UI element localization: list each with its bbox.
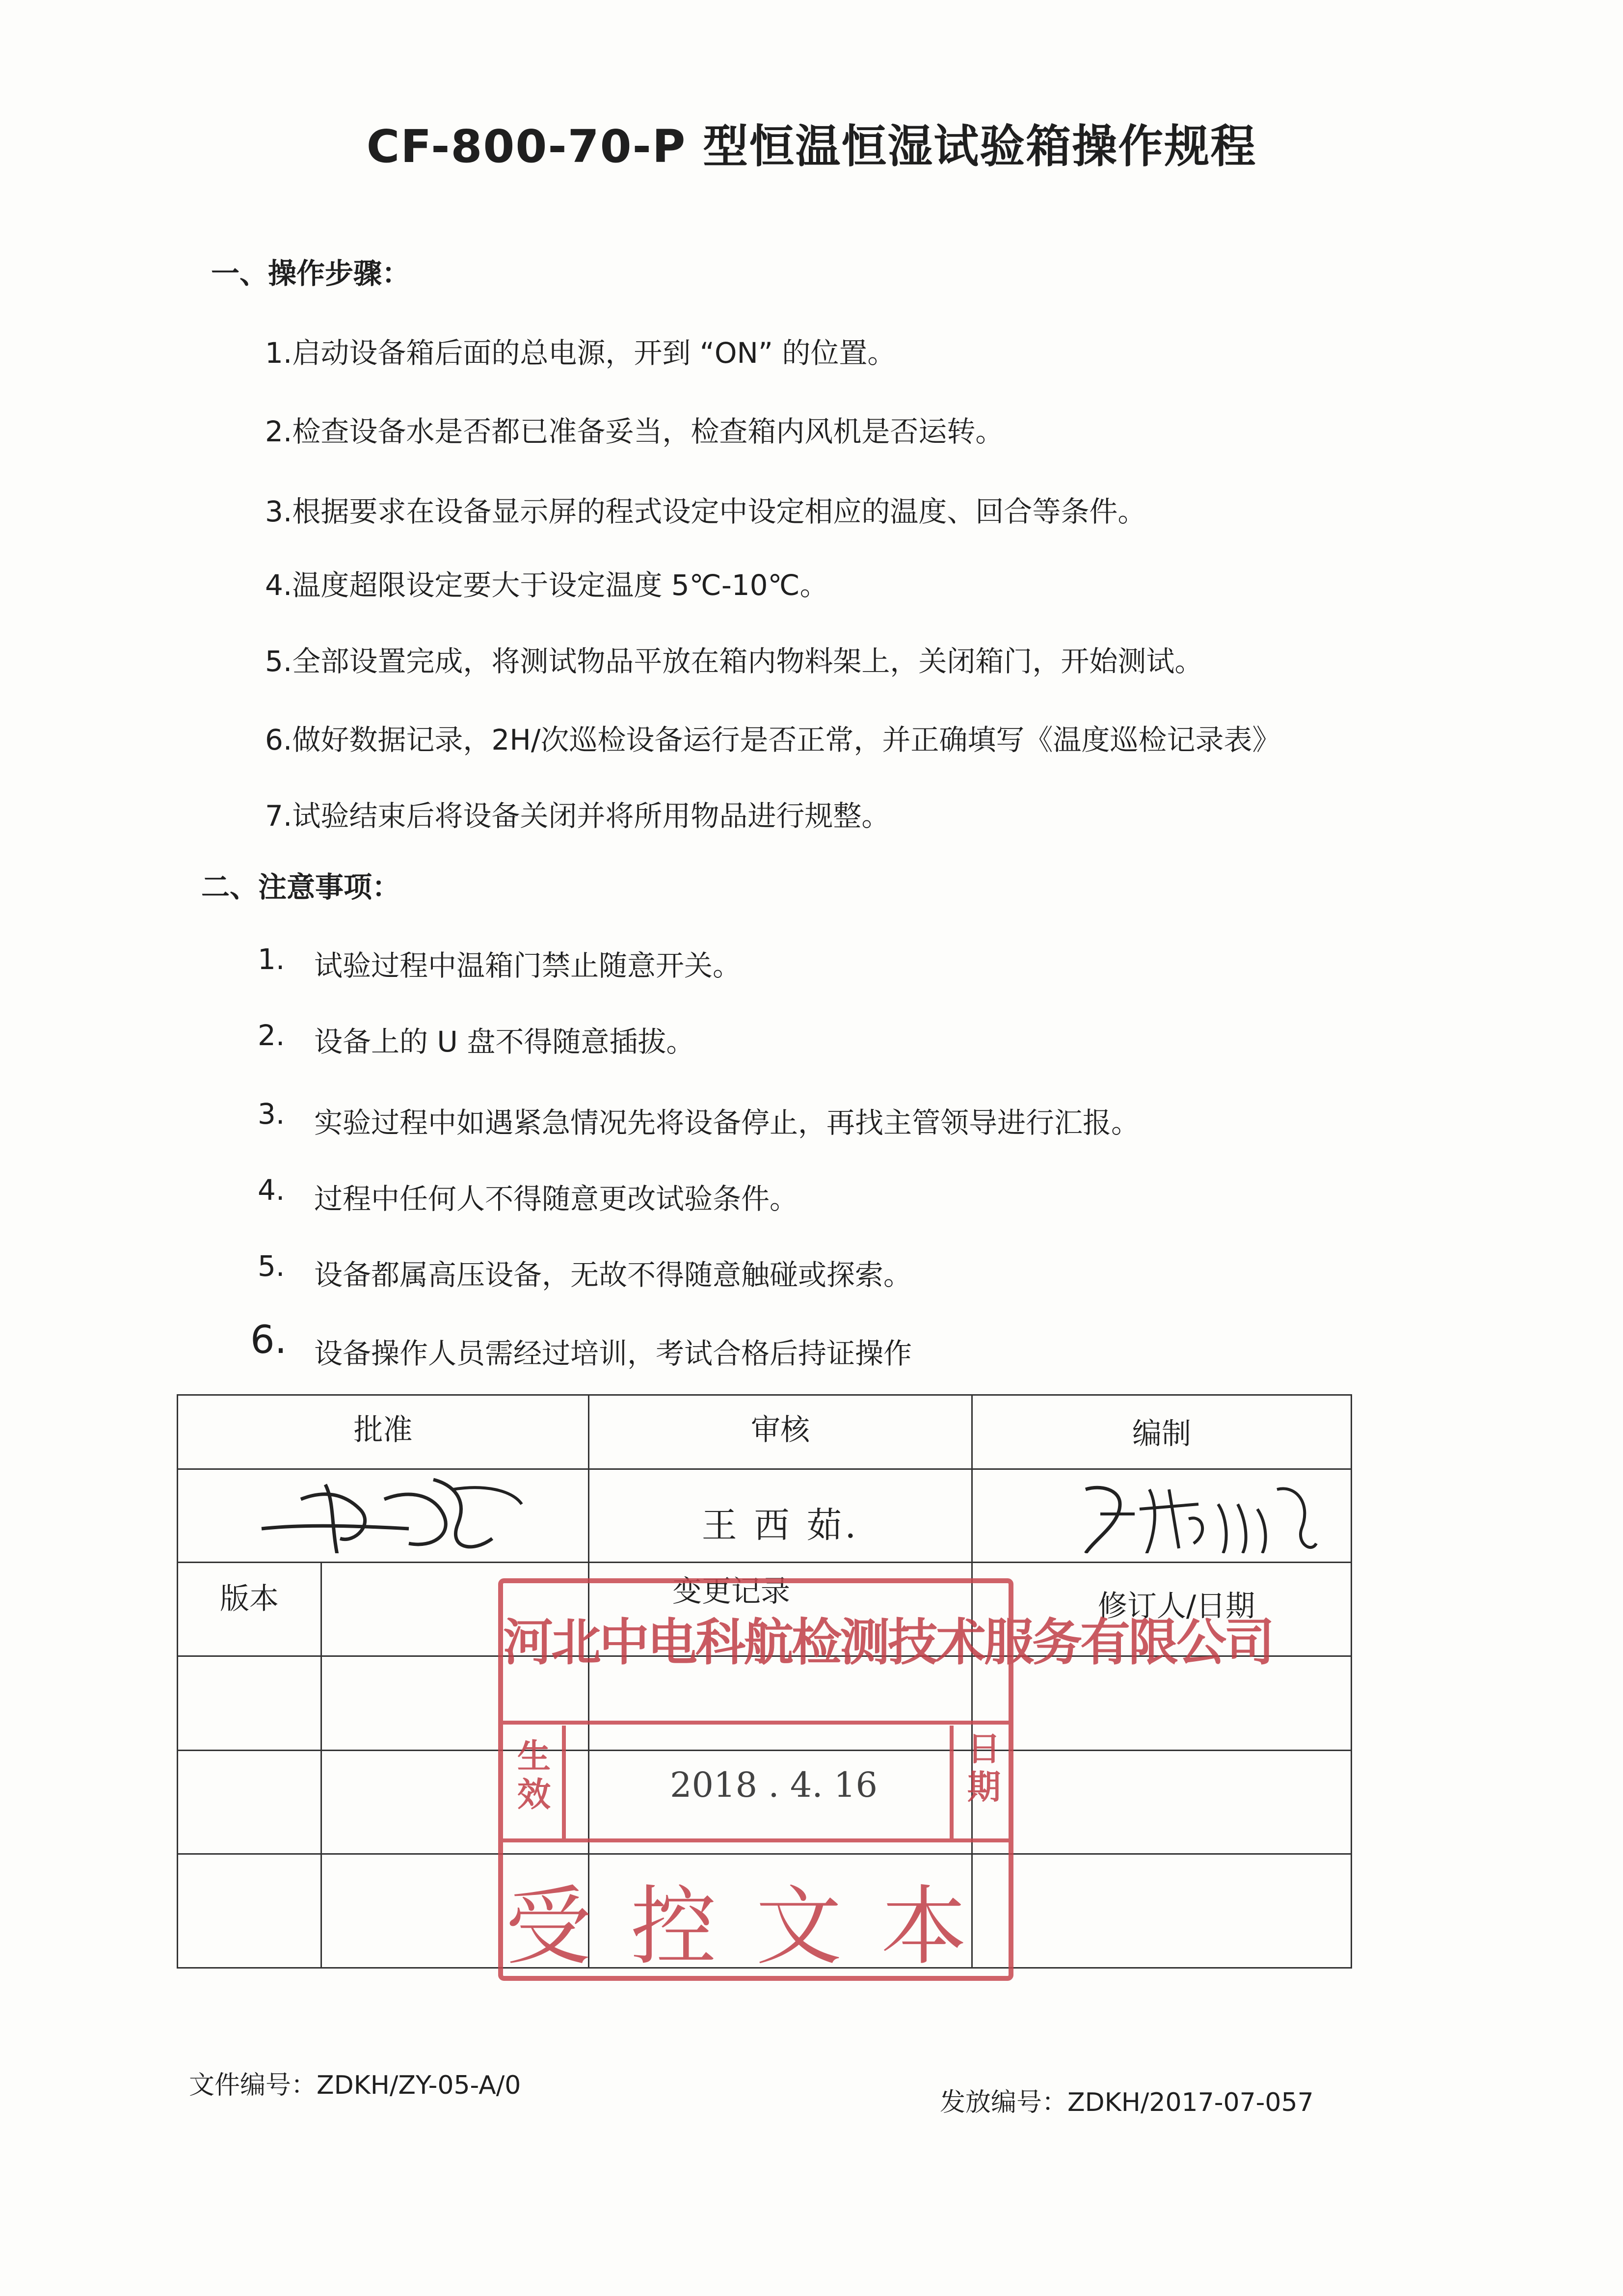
reviewer-signature: 王 西 茹. [701, 1505, 859, 1546]
step-item: 7.试验结束后将设备关闭并将所用物品进行规整。 [265, 799, 890, 833]
approve-label: 批准 [353, 1413, 413, 1447]
approve-cell [178, 1395, 589, 1469]
note-number: 5. [258, 1249, 285, 1283]
note-text: 过程中任何人不得随意更改试验条件。 [314, 1182, 798, 1216]
change-label: 变更记录 [672, 1574, 790, 1609]
prepare-cell [972, 1395, 1352, 1469]
note-number: 1. [258, 943, 285, 976]
note-text: 设备操作人员需经过培训，考试合格后持证操作 [314, 1337, 912, 1370]
stamp-effective-label: 生效 [517, 1737, 551, 1814]
note-number: 2. [258, 1019, 285, 1052]
step-item: 5.全部设置完成，将测试物品平放在箱内物料架上，关闭箱门，开始测试。 [265, 645, 1203, 678]
stamp-controlled-text: 受控文本 [506, 1877, 1006, 1977]
note-text: 试验过程中温箱门禁止随意开关。 [314, 949, 742, 982]
note-number: 4. [258, 1173, 285, 1207]
step-item: 4.温度超限设定要大于设定温度 5℃-10℃。 [265, 568, 828, 602]
prepare-label: 编制 [1132, 1417, 1191, 1451]
stamp-date-value: 2018 . 4. 16 [670, 1765, 878, 1805]
note-text: 设备上的 U 盘不得随意插拔。 [314, 1025, 695, 1058]
stamp-date-label: 日期 [967, 1730, 1001, 1807]
step-item: 6.做好数据记录，2H/次巡检设备运行是否正常，并正确填写《温度巡检记录表》 [265, 723, 1281, 756]
issue-number: 发放编号：ZDKH/2017-07-057 [940, 2088, 1314, 2117]
file-number: 文件编号：ZDKH/ZY-05-A/0 [189, 2071, 521, 2100]
note-number: 6. [250, 1318, 287, 1362]
note-text: 实验过程中如遇紧急情况先将设备停止，再找主管领导进行汇报。 [314, 1106, 1140, 1139]
preparer-signature [973, 1470, 1351, 1553]
preparer-signature-cell [972, 1469, 1352, 1562]
stamp-company-name: 河北中电科航检测技术服务有限公司 [503, 1614, 1273, 1672]
step-item: 1.启动设备箱后面的总电源，开到 “ON” 的位置。 [265, 336, 896, 370]
note-text: 设备都属高压设备，无故不得随意触碰或探索。 [314, 1258, 912, 1292]
document-title: CF-800-70-P 型恒温恒湿试验箱操作规程 [366, 120, 1257, 173]
step-item: 3.根据要求在设备显示屏的程式设定中设定相应的温度、回合等条件。 [265, 495, 1146, 528]
review-label: 审核 [751, 1413, 810, 1447]
table-row [972, 1750, 1352, 1854]
section-heading-steps: 一、操作步骤： [211, 257, 411, 290]
table-row [972, 1854, 1352, 1968]
step-item: 2.检查设备水是否都已准备妥当，检查箱内风机是否运转。 [265, 415, 1004, 448]
review-cell [589, 1395, 972, 1469]
note-number: 3. [258, 1097, 285, 1131]
approver-signature-cell [178, 1469, 589, 1562]
version-label: 版本 [178, 1563, 322, 1655]
section-heading-notes: 二、注意事项： [201, 870, 401, 904]
reviser-label: 修订人/日期 [1097, 1589, 1255, 1623]
reviewer-signature-cell [589, 1469, 972, 1562]
approver-signature [178, 1470, 588, 1553]
